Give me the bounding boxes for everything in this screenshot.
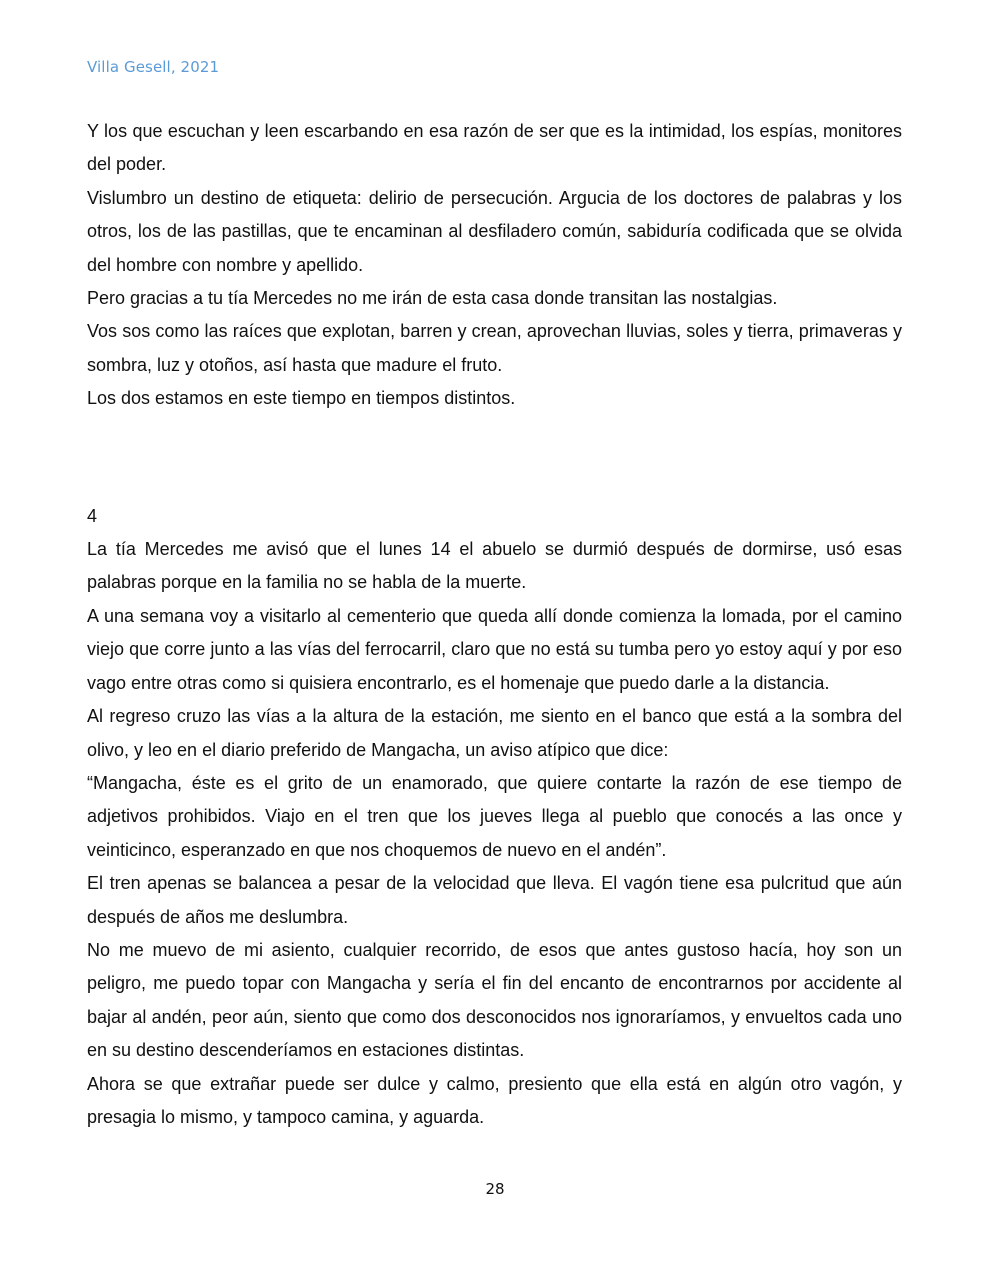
paragraph: Vislumbro un destino de etiqueta: delirio de persecución. Argucia de los doctores de palabras y los otros, los de las pastillas, que te encaminan al desfiladero común, sabiduría codificada que se olvida del hombre con nombre y apellido.: [87, 187, 902, 275]
paragraph: Y los que escuchan y leen escarbando en esa razón de ser que es la intimidad, los espías, monitores del poder.: [87, 121, 902, 175]
paragraph: No me muevo de mi asiento, cualquier recorrido, de esos que antes gustoso hacía, hoy son un peligro, me puedo topar con Mangacha y sería el fin del encanto de encontrarnos por accidente al bajar al andén, peor aún, siento que como dos desconocidos nos ignoraríamos, y envueltos cada uno en su destino descenderíamos en estaciones distintas.: [87, 939, 902, 1061]
paragraph: “Mangacha, éste es el grito de un enamorado, que quiere contarte la razón de ese tiempo de adjetivos prohibidos. Viajo en el tren que los jueves llega al pueblo que conocés a las once y veinticinco, esperanzado en que nos choquemos de nuevo en el andén”.: [87, 772, 902, 860]
section-gap: [87, 416, 902, 500]
paragraph: Al regreso cruzo las vías a la altura de la estación, me siento en el banco que está a la sombra del olivo, y leo en el diario preferido de Mangacha, un aviso atípico que dice:: [87, 706, 902, 760]
running-header: Villa Gesell, 2021: [87, 58, 220, 76]
paragraph: Ahora se que extrañar puede ser dulce y calmo, presiento que ella está en algún otro vagón, y presagia lo mismo, y tampoco camina, y aguarda.: [87, 1073, 902, 1127]
paragraph: Los dos estamos en este tiempo en tiempos distintos.: [87, 388, 516, 409]
page-number: 28: [485, 1180, 505, 1198]
paragraph: A una semana voy a visitarlo al cementerio que queda allí donde comienza la lomada, por el camino viejo que corre junto a las vías del ferrocarril, claro que no está su tumba pero yo estoy aquí y por eso vago entre otras como si quisiera encontrarlo, es el homenaje que puedo darle a la distancia.: [87, 605, 902, 693]
paragraph: Pero gracias a tu tía Mercedes no me irán de esta casa donde transitan las nostalgias.: [87, 288, 778, 309]
paragraph: Vos sos como las raíces que explotan, barren y crean, aprovechan lluvias, soles y tierra, primaveras y sombra, luz y otoños, así hasta que madure el fruto.: [87, 321, 902, 375]
paragraph: La tía Mercedes me avisó que el lunes 14 el abuelo se durmió después de dormirse, usó esas palabras porque en la familia no se habla de la muerte.: [87, 539, 902, 593]
body-text: [87, 115, 902, 1134]
section-number: 4: [87, 505, 98, 526]
paragraph: El tren apenas se balancea a pesar de la velocidad que lleva. El vagón tiene esa pulcritud que aún después de años me deslumbra.: [87, 873, 902, 927]
